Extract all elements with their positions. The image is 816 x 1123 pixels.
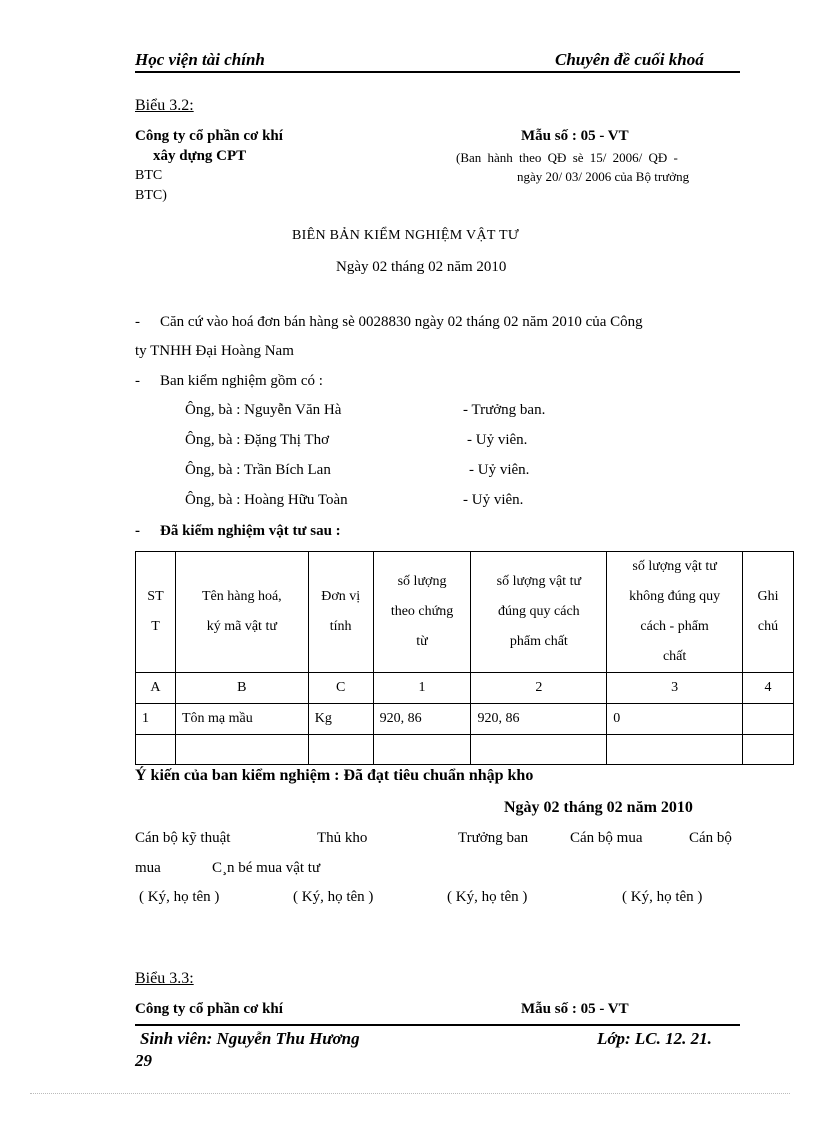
bullet-dash: - [135,314,140,330]
page-edge-divider [30,1093,790,1094]
signer-purchaser: Cán bộ mua [570,830,643,846]
table-cell: B [175,673,308,704]
table-header-cell: Đơn vị tính [308,552,373,673]
table-cell: A [136,673,176,704]
inspected-heading: Đã kiểm nghiệm vật tư sau : [160,523,341,539]
decree-line2: ngày 20/ 03/ 2006 của Bộ trưởng [517,169,690,184]
table-header-row [136,552,794,673]
header-rule [135,71,740,73]
table-row-empty [136,735,794,765]
member-role: - Uỷ viên. [469,462,530,478]
member-role: - Uỷ viên. [467,432,528,448]
table-cell: C [308,673,373,704]
form-number-2: Mẫu số : 05 - VT [521,1001,629,1017]
signer-technician: Cán bộ kỹ thuật [135,830,231,846]
member-name: Ông, bà : Đặng Thị Thơ [185,432,330,448]
inspection-table [135,551,794,765]
table-header-cell: ST T [136,552,176,673]
table-header-cell: Ghi chú [743,552,794,673]
table-cell: Kg [308,704,373,735]
table-cell [136,735,176,765]
company-name-line2: xây dựng CPT [153,148,247,164]
table-header-cell: số lượng theo chứng từ [373,552,471,673]
bullet-dash: - [135,373,140,389]
committee-intro: Ban kiểm nghiệm gồm có : [160,373,323,389]
decree-btc-1: BTC [135,168,163,183]
bullet-dash: - [135,523,140,539]
document-date: Ngày 02 tháng 02 năm 2010 [336,259,507,275]
table-cell [743,704,794,735]
form-number: Mẫu số : 05 - VT [521,128,629,144]
footer-class: Lớp: LC. 12. 21. [597,1029,712,1048]
company-name-2: Công ty cổ phần cơ khí [135,1001,283,1017]
header-institution: Học viện tài chính [135,50,265,69]
table-row [136,704,794,735]
signature-hint: ( Ký, họ tên ) [139,889,220,905]
signature-hint: ( Ký, họ tên ) [622,889,703,905]
section-label: Biểu 3.2: [135,97,194,114]
table-cell [308,735,373,765]
table-cell: 920, 86 [373,704,471,735]
header-topic: Chuyên đề cuối khoá [555,50,704,69]
sign-date: Ngày 02 tháng 02 năm 2010 [504,799,693,816]
table-cell: 4 [743,673,794,704]
signature-hint: ( Ký, họ tên ) [293,889,374,905]
table-cell [607,735,743,765]
member-name: Ông, bà : Nguyễn Văn Hà [185,402,342,418]
company-name: Công ty cổ phần cơ khí [135,128,283,144]
member-name: Ông, bà : Hoàng Hữu Toàn [185,492,348,508]
table-header-cell: số lượng vật tư không đúng quy cách - phẩm chất [607,552,743,673]
decree-line1: (Ban hành theo QĐ sè 15/ 2006/ QĐ - [456,150,678,165]
table-cell: 3 [607,673,743,704]
signature-hint: ( Ký, họ tên ) [447,889,528,905]
member-role: - Trưởng ban. [463,402,546,418]
footer-student: Sinh viên: Nguyễn Thu Hương [140,1029,360,1048]
document-title: BIÊN BẢN KIỂM NGHIỆM VẬT TƯ [292,228,520,243]
table-cell: 920, 86 [471,704,607,735]
table-cell: 1 [136,704,176,735]
member-name: Ông, bà : Trần Bích Lan [185,462,331,478]
table-cell: 0 [607,704,743,735]
section-label-2: Biểu 3.3: [135,970,194,987]
table-cell: 2 [471,673,607,704]
page-number: 29 [135,1051,152,1070]
basis-line1: Căn cứ vào hoá đơn bán hàng sè 0028830 ngày 02 tháng 02 năm 2010 của Công [160,314,643,330]
signer-material-purchaser: C¸n bé mua vật tư [212,860,321,876]
signer-head: Trưởng ban [458,830,529,846]
table-header-cell: số lượng vật tư đúng quy cách phẩm chất [471,552,607,673]
table-cell [471,735,607,765]
decree-btc-2: BTC) [135,188,167,203]
table-header-cell: Tên hàng hoá, ký mã vật tư [175,552,308,673]
table-cell [373,735,471,765]
table-cell [743,735,794,765]
table-cell: 1 [373,673,471,704]
signer-officer: Cán bộ [689,830,732,846]
table-cell: Tôn mạ mầu [175,704,308,735]
committee-opinion: Ý kiến của ban kiểm nghiệm : Đã đạt tiêu chuẩn nhập kho [135,767,534,784]
table-code-row [136,673,794,704]
basis-line2: ty TNHH Đại Hoàng Nam [135,343,294,359]
table-cell [175,735,308,765]
member-role: - Uỷ viên. [463,492,524,508]
signer-continued: mua [135,860,161,876]
signer-storekeeper: Thủ kho [317,830,368,846]
footer-rule [135,1024,740,1026]
